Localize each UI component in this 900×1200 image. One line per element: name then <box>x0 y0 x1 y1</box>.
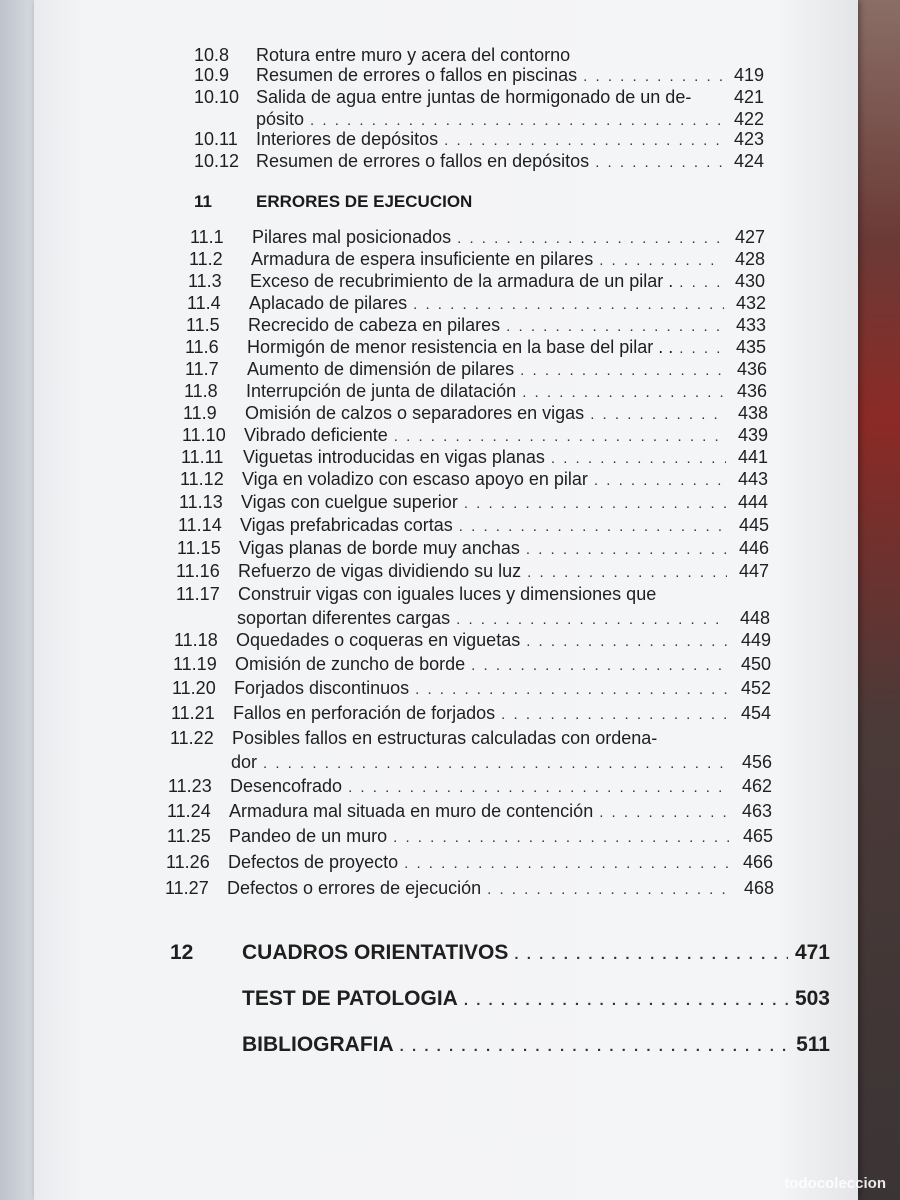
toc-entry-number: 11.19 <box>173 654 217 674</box>
toc-entry <box>190 226 765 250</box>
toc-entry-page: 449 <box>740 630 771 650</box>
toc-entry <box>182 424 768 448</box>
toc-entry-page: 503 <box>794 987 830 1010</box>
toc-entry <box>194 86 764 108</box>
toc-entry-title: Defectos de proyecto <box>228 852 399 872</box>
toc-leader-dots <box>599 250 723 272</box>
toc-entry-title: Aumento de dimensión de pilares <box>247 359 515 379</box>
toc-entry-title: Oquedades o coqueras en viguetas <box>236 630 521 650</box>
toc-entry <box>166 851 773 875</box>
toc-leader-dots <box>679 272 723 294</box>
toc-entry-page: 511 <box>796 1033 830 1056</box>
toc-entry <box>165 877 774 901</box>
toc-entry-page: 447 <box>738 561 769 581</box>
toc-leader-dots <box>459 516 727 538</box>
toc-entry-title: soportan diferentes cargas <box>237 608 451 628</box>
toc-entry-title: BIBLIOGRAFIA <box>242 1033 394 1056</box>
toc-entry-page: 448 <box>739 608 770 628</box>
toc-entry-page: 441 <box>737 447 768 467</box>
toc-entry-number: 11.20 <box>172 678 216 698</box>
toc-entry-title: Vigas prefabricadas cortas <box>240 515 453 535</box>
toc-entry-title: Pilares mal posicionados <box>252 227 452 247</box>
toc-entry-title: Desencofrado <box>230 776 343 796</box>
toc-leader-dots <box>526 631 729 653</box>
toc-entry-title: Armadura mal situada en muro de contención <box>229 801 594 821</box>
toc-entry <box>180 468 768 492</box>
toc-entry-page: 423 <box>733 129 764 149</box>
toc-entry-number: 11.5 <box>186 315 220 335</box>
toc-entry-page: 445 <box>738 515 769 535</box>
toc-entry-title: Forjados discontinuos <box>234 678 410 698</box>
toc-entry-title: Hormigón de menor resistencia en la base del pilar . . <box>247 337 674 357</box>
toc-leader-dots <box>590 404 726 426</box>
toc-entry-page: 465 <box>742 826 773 846</box>
toc-entry-number: 11.6 <box>185 337 219 357</box>
toc-entry-page: 438 <box>737 403 768 423</box>
toc-entry <box>170 1034 830 1058</box>
toc-leader-dots <box>464 493 726 515</box>
toc-entry-number: 11.27 <box>165 878 209 898</box>
toc-entry-title: Recrecido de cabeza en pilares <box>248 315 501 335</box>
toc-entry-title: CUADROS ORIENTATIVOS <box>242 941 509 964</box>
toc-entry-number: 11.12 <box>180 469 224 489</box>
toc-entry-page: 436 <box>736 381 767 401</box>
toc-entry-page: 443 <box>737 469 768 489</box>
toc-entry <box>167 800 772 824</box>
toc-entry-number: 11.15 <box>177 538 221 558</box>
toc-entry <box>172 677 771 701</box>
toc-entry <box>176 583 770 605</box>
toc-entry-page: 456 <box>741 752 772 772</box>
toc-entry-page: 471 <box>794 941 830 964</box>
toc-entry-page: 463 <box>741 801 772 821</box>
toc-entry-number: 11.14 <box>178 515 222 535</box>
toc-entry <box>169 751 772 775</box>
toc-entry-number: 11.18 <box>174 630 218 650</box>
table-of-contents <box>34 0 858 1200</box>
toc-entry-page: 422 <box>733 109 764 129</box>
toc-entry-title: Vibrado deficiente <box>244 425 388 445</box>
toc-entry <box>179 491 768 515</box>
toc-entry-page: 468 <box>743 878 774 898</box>
toc-entry-number: 11.1 <box>190 227 224 247</box>
toc-entry-page: 446 <box>738 538 769 558</box>
toc-entry-title: Viga en voladizo con escaso apoyo en pilar <box>242 469 588 489</box>
toc-entry-title: Posibles fallos en estructuras calculadas con ordena- <box>232 728 658 748</box>
toc-entry <box>184 380 767 404</box>
toc-leader-dots <box>595 152 722 174</box>
toc-entry-title: Resumen de errores o fallos en piscinas <box>256 65 578 85</box>
toc-entry-title: Omisión de calzos o separadores en vigas <box>245 403 585 423</box>
toc-entry <box>194 44 764 66</box>
toc-entry-title: Vigas planas de borde muy anchas <box>239 538 520 558</box>
toc-entry-number: 11.24 <box>167 801 211 821</box>
toc-entry-title: Resumen de errores o fallos en depósitos <box>256 151 590 171</box>
toc-entry-number: 11.9 <box>183 403 217 423</box>
toc-leader-dots <box>522 382 725 404</box>
toc-entry-title: pósito <box>256 109 305 129</box>
toc-leader-dots <box>520 360 725 382</box>
toc-entry-number: 11.7 <box>185 359 219 379</box>
toc-entry-title: TEST DE PATOLOGIA <box>242 987 458 1010</box>
toc-entry-number: 11.4 <box>187 293 221 313</box>
toc-entry-title: Construir vigas con iguales luces y dimensiones que <box>238 584 657 604</box>
toc-entry <box>186 314 766 338</box>
toc-entry-title: Omisión de zuncho de borde <box>235 654 466 674</box>
toc-entry-number: 11.17 <box>176 584 220 604</box>
toc-entry-page: 428 <box>734 249 765 269</box>
toc-entry-page: 450 <box>740 654 771 674</box>
toc-entry-title: Interrupción de junta de dilatación <box>246 381 517 401</box>
toc-entry <box>170 942 830 966</box>
toc-entry-number: 11.11 <box>181 447 224 467</box>
toc-entry-page: 430 <box>734 271 765 291</box>
toc-entry-page: 444 <box>737 492 768 512</box>
toc-entry-page: 424 <box>733 151 764 171</box>
toc-entry <box>185 358 767 382</box>
toc-entry-title: Armadura de espera insuficiente en pilares <box>251 249 594 269</box>
toc-entry-page: 432 <box>735 293 766 313</box>
toc-entry <box>183 402 768 426</box>
toc-leader-dots <box>583 66 722 88</box>
toc-entry-page: 466 <box>742 852 773 872</box>
toc-entry <box>171 702 771 726</box>
toc-leader-dots <box>415 679 729 701</box>
toc-entry-title: dor <box>231 752 258 772</box>
toc-entry-page: 454 <box>740 703 771 723</box>
toc-entry-page: 419 <box>733 65 764 85</box>
toc-entry <box>187 292 766 316</box>
toc-entry-number: 11.21 <box>171 703 215 723</box>
toc-entry <box>189 248 765 272</box>
toc-leader-dots <box>594 470 726 492</box>
toc-entry <box>178 514 769 538</box>
toc-entry-number: 10.8 <box>194 45 230 65</box>
toc-leader-dots <box>506 316 724 338</box>
toc-leader-dots <box>400 1036 788 1058</box>
toc-entry-title: Salida de agua entre juntas de hormigonado de un de- <box>256 87 692 107</box>
book-page <box>34 0 858 1200</box>
toc-entry <box>167 825 773 849</box>
toc-entry-page: 435 <box>735 337 766 357</box>
toc-entry-title: Defectos o errores de ejecución <box>227 878 482 898</box>
toc-entry-page: 421 <box>733 87 764 107</box>
toc-entry-number: 11.23 <box>168 776 212 796</box>
toc-entry <box>170 988 830 1012</box>
toc-leader-dots <box>456 609 728 631</box>
toc-entry-number: 11.26 <box>166 852 210 872</box>
toc-entry <box>185 336 766 360</box>
toc-leader-dots <box>526 539 727 561</box>
toc-entry-title: Viguetas introducidas en vigas planas <box>243 447 545 467</box>
toc-entry-number: 10.12 <box>194 151 240 171</box>
toc-leader-dots <box>394 426 726 448</box>
toc-entry <box>176 560 769 584</box>
toc-entry-title: Aplacado de pilares <box>249 293 408 313</box>
toc-entry-number: 11.16 <box>176 561 220 581</box>
chapter-11-title: ERRORES DE EJECUCION <box>256 192 473 211</box>
toc-entry-page: 427 <box>734 227 765 247</box>
toc-entry-number: 10.10 <box>194 87 240 107</box>
chapter-11-heading <box>194 192 472 212</box>
watermark-logo: todocoleccion <box>784 1175 886 1192</box>
toc-leader-dots <box>487 879 732 901</box>
toc-entry-title: Fallos en perforación de forjados <box>233 703 496 723</box>
toc-entry <box>194 150 764 174</box>
toc-entry <box>168 775 772 799</box>
toc-entry-number: 11.3 <box>188 271 222 291</box>
toc-entry-number: 11.2 <box>189 249 223 269</box>
toc-entry-title: Exceso de recubrimiento de la armadura de un pilar . <box>250 271 674 291</box>
toc-leader-dots <box>527 562 727 584</box>
toc-leader-dots <box>404 853 731 875</box>
toc-entry-title: Interiores de depósitos <box>256 129 439 149</box>
toc-entry-title: Pandeo de un muro <box>229 826 388 846</box>
toc-leader-dots <box>464 990 788 1012</box>
toc-entry-number: 10.9 <box>194 65 230 85</box>
toc-leader-dots <box>413 294 724 316</box>
chapter-11-number: 11 <box>194 192 212 211</box>
toc-entry <box>194 128 764 152</box>
toc-entry <box>177 537 769 561</box>
toc-entry <box>181 446 768 470</box>
toc-leader-dots <box>679 338 724 360</box>
toc-leader-dots <box>599 802 730 824</box>
toc-leader-dots <box>263 753 730 775</box>
toc-entry-number: 10.11 <box>194 129 238 149</box>
toc-entry <box>194 64 764 88</box>
toc-entry <box>188 270 765 294</box>
toc-leader-dots <box>514 944 788 966</box>
toc-entry-number: 12 <box>170 941 194 964</box>
toc-entry-page: 439 <box>737 425 768 445</box>
toc-entry-page: 452 <box>740 678 771 698</box>
toc-entry-page: 433 <box>735 315 766 335</box>
toc-entry-number: 11.8 <box>184 381 218 401</box>
toc-entry-number: 11.25 <box>167 826 211 846</box>
toc-entry-number: 11.13 <box>179 492 223 512</box>
toc-entry-page: 462 <box>741 776 772 796</box>
toc-entry-title: Rotura entre muro y acera del contorno <box>256 45 571 65</box>
toc-entry-title: Vigas con cuelgue superior <box>241 492 458 512</box>
toc-entry <box>174 629 771 653</box>
toc-entry-page: 436 <box>736 359 767 379</box>
toc-leader-dots <box>393 827 731 849</box>
toc-entry-title: Refuerzo de vigas dividiendo su luz <box>238 561 522 581</box>
toc-leader-dots <box>551 448 726 470</box>
toc-leader-dots <box>457 228 723 250</box>
toc-leader-dots <box>501 704 729 726</box>
toc-entry <box>170 727 771 749</box>
toc-leader-dots <box>444 130 722 152</box>
toc-entry <box>173 653 771 677</box>
toc-entry <box>175 607 770 631</box>
toc-entry-number: 11.10 <box>182 425 226 445</box>
toc-leader-dots <box>348 777 730 799</box>
toc-entry-number: 11.22 <box>170 728 214 748</box>
toc-leader-dots <box>471 655 729 677</box>
